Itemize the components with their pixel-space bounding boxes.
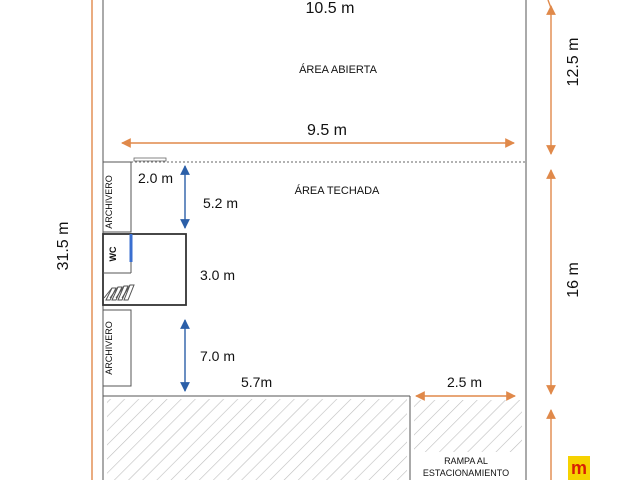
dim-covered-height-label: 16 m <box>565 262 582 298</box>
dim-drop-to-wc-label: 5.2 m <box>203 195 239 211</box>
ramp-label-line2: ESTACIONAMIENTO <box>422 468 510 478</box>
dim-wc-height-label: 3.0 m <box>200 267 236 283</box>
dim-archive-height-label: 7.0 m <box>200 348 236 364</box>
dim-gap-to-wc-label: 2.0 m <box>138 170 174 186</box>
dim-ramp-width-label: 2.5 m <box>447 374 483 390</box>
covered-area-label: ÁREA TECHADA <box>294 185 380 197</box>
dim-bottom-left-width-label: 5.7m <box>241 374 273 390</box>
parking-hatch <box>107 399 407 480</box>
corner-badge: m <box>568 456 590 480</box>
archivero-top-label: ARCHIVERO <box>104 175 114 229</box>
roof-edge-mark <box>134 158 166 161</box>
archivero-bottom-label: ARCHIVERO <box>104 321 114 375</box>
ramp-label-line1: RAMPA AL <box>444 456 488 466</box>
dim-top-right-tick <box>548 0 551 8</box>
open-area-label: ÁREA ABIERTA <box>299 64 377 76</box>
dim-inner-width-label: 9.5 m <box>306 122 348 139</box>
stairs-icon <box>104 285 134 300</box>
dim-open-height-label: 12.5 m <box>565 37 582 87</box>
dim-total-height-label: 31.5 m <box>55 221 72 271</box>
wc-room <box>103 234 186 305</box>
dim-top-width-label: 10.5 m <box>305 0 355 17</box>
wc-label: WC <box>108 246 118 262</box>
